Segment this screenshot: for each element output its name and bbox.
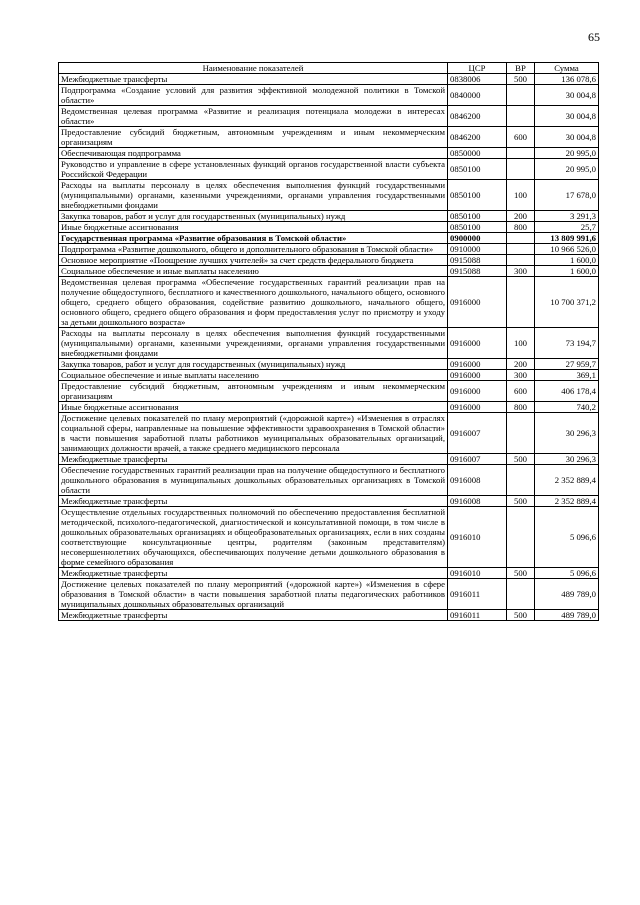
table-row — [59, 359, 599, 370]
row-name: Государственная программа «Развитие образования в Томской области» — [59, 233, 448, 244]
table-row — [59, 127, 599, 148]
row-sum: 10 966 526,0 — [535, 244, 599, 255]
table-row — [59, 85, 599, 106]
page-number: 65 — [588, 30, 600, 44]
row-sum: 489 789,0 — [535, 610, 599, 621]
row-name: Межбюджетные трансферты — [59, 454, 448, 465]
row-name: Обеспечивающая подпрограмма — [59, 148, 448, 159]
table-header — [59, 63, 599, 74]
row-vr — [507, 255, 535, 266]
row-vr — [507, 159, 535, 180]
row-vr — [507, 277, 535, 328]
row-sum: 5 096,6 — [535, 568, 599, 579]
table-row — [59, 159, 599, 180]
table-row — [59, 106, 599, 127]
header-row — [59, 63, 599, 74]
table-row — [59, 370, 599, 381]
row-vr — [507, 106, 535, 127]
table-row — [59, 381, 599, 402]
row-vr: 800 — [507, 402, 535, 413]
row-sum: 30 004,8 — [535, 106, 599, 127]
row-name: Межбюджетные трансферты — [59, 568, 448, 579]
table-row — [59, 74, 599, 85]
row-name: Подпрограмма «Развитие дошкольного, общего и дополнительного образования в Томской области» — [59, 244, 448, 255]
row-sum: 20 995,0 — [535, 148, 599, 159]
table-body — [59, 74, 599, 621]
row-sum: 30 004,8 — [535, 85, 599, 106]
table-row — [59, 266, 599, 277]
budget-table — [58, 62, 599, 621]
row-csr: 0850100 — [448, 180, 507, 211]
table-row — [59, 180, 599, 211]
row-csr: 0846200 — [448, 127, 507, 148]
row-csr: 0850100 — [448, 211, 507, 222]
row-sum: 2 352 889,4 — [535, 496, 599, 507]
row-csr: 0916010 — [448, 568, 507, 579]
row-csr: 0915088 — [448, 266, 507, 277]
row-csr: 0915088 — [448, 255, 507, 266]
table-row — [59, 211, 599, 222]
row-sum: 25,7 — [535, 222, 599, 233]
header-sum: Сумма — [535, 63, 599, 74]
row-vr — [507, 244, 535, 255]
table-row — [59, 579, 599, 610]
row-name: Ведомственная целевая программа «Развитие и реализация потенциала молодежи в интересах области» — [59, 106, 448, 127]
row-vr: 200 — [507, 359, 535, 370]
row-name: Расходы на выплаты персоналу в целях обеспечения выполнения функций государственными (муниципальными) органами, казенными учреждениями, органами управления государственными внебюджетными фондами — [59, 328, 448, 359]
table-row — [59, 148, 599, 159]
row-name: Иные бюджетные ассигнования — [59, 222, 448, 233]
row-csr: 0850100 — [448, 222, 507, 233]
row-csr: 0840000 — [448, 85, 507, 106]
table-row — [59, 222, 599, 233]
row-vr: 500 — [507, 610, 535, 621]
row-name: Достижение целевых показателей по плану мероприятий («дорожной карте») «Изменения в отраслях социальной сферы, направленные на повышение эффективности здравоохранения в Томской области» в части повышения заработной платы работников муниципальных образовательных организаций, занимающих должности врачей, а также среднего медицинского персонала — [59, 413, 448, 454]
row-vr: 100 — [507, 180, 535, 211]
row-name: Социальное обеспечение и иные выплаты населению — [59, 266, 448, 277]
row-name: Основное мероприятие «Поощрение лучших учителей» за счет средств федерального бюджета — [59, 255, 448, 266]
table-row — [59, 610, 599, 621]
row-csr: 0850000 — [448, 148, 507, 159]
table-row — [59, 328, 599, 359]
row-name: Осуществление отдельных государственных полномочий по обеспечению предоставления бесплатной методической, психолого-педагогической, диагностической и консультативной помощи, в том числе в дошкольных образовательных организациях и общеобразовательных организациях, если в них созданы соответствующие консультационные центры, родителям (законным представителям) несовершеннолетних обучающихся, обеспечивающих получение детьми дошкольного образования в форме семейного образования — [59, 507, 448, 568]
row-sum: 489 789,0 — [535, 579, 599, 610]
row-vr — [507, 579, 535, 610]
row-csr: 0916007 — [448, 413, 507, 454]
row-name: Межбюджетные трансферты — [59, 496, 448, 507]
row-csr: 0916011 — [448, 610, 507, 621]
row-vr — [507, 507, 535, 568]
row-sum: 136 078,6 — [535, 74, 599, 85]
row-csr: 0846200 — [448, 106, 507, 127]
row-name: Межбюджетные трансферты — [59, 610, 448, 621]
row-vr: 200 — [507, 211, 535, 222]
row-csr: 0838006 — [448, 74, 507, 85]
row-vr — [507, 413, 535, 454]
table-row — [59, 454, 599, 465]
header-csr: ЦСР — [448, 63, 507, 74]
row-sum: 10 700 371,2 — [535, 277, 599, 328]
row-sum: 13 809 991,6 — [535, 233, 599, 244]
row-name: Достижение целевых показателей по плану мероприятий («дорожной карте») «Изменения в сфере образования в Томской области» в части повышения заработной платы педагогических работников муниципальных дошкольных образовательных организаций — [59, 579, 448, 610]
table-row — [59, 277, 599, 328]
row-name: Закупка товаров, работ и услуг для государственных (муниципальных) нужд — [59, 211, 448, 222]
row-csr: 0916000 — [448, 277, 507, 328]
row-sum: 3 291,3 — [535, 211, 599, 222]
row-csr: 0916000 — [448, 328, 507, 359]
row-vr: 500 — [507, 454, 535, 465]
row-name: Ведомственная целевая программа «Обеспечение государственных гарантий реализации прав на получение общедоступного, бесплатного и качественного дошкольного, начального общего, основного общего, среднего общего образования, содействие развитию дошкольного, начального общего, основного общего, среднего общего образования и форм предоставления услуг по присмотру и уходу за детьми дошкольного возраста» — [59, 277, 448, 328]
row-name: Подпрограмма «Создание условий для развития эффективной молодежной политики в Томской области» — [59, 85, 448, 106]
table-row — [59, 496, 599, 507]
row-name: Обеспечение государственных гарантий реализации прав на получение общедоступного и бесплатного дошкольного образования в муниципальных дошкольных образовательных организациях в Томской области — [59, 465, 448, 496]
row-sum: 30 004,8 — [535, 127, 599, 148]
row-csr: 0910000 — [448, 244, 507, 255]
row-vr — [507, 85, 535, 106]
row-sum: 5 096,6 — [535, 507, 599, 568]
row-sum: 20 995,0 — [535, 159, 599, 180]
row-vr: 800 — [507, 222, 535, 233]
row-name: Руководство и управление в сфере установленных функций органов государственной власти субъекта Российской Федерации — [59, 159, 448, 180]
header-name: Наименование показателей — [59, 63, 448, 74]
table-row — [59, 413, 599, 454]
table-row — [59, 402, 599, 413]
row-csr: 0850100 — [448, 159, 507, 180]
table-row — [59, 568, 599, 579]
row-name: Иные бюджетные ассигнования — [59, 402, 448, 413]
row-name: Социальное обеспечение и иные выплаты населению — [59, 370, 448, 381]
row-sum: 2 352 889,4 — [535, 465, 599, 496]
row-vr: 500 — [507, 568, 535, 579]
row-csr: 0916011 — [448, 579, 507, 610]
row-vr — [507, 233, 535, 244]
row-vr: 300 — [507, 266, 535, 277]
row-vr: 600 — [507, 381, 535, 402]
row-sum: 30 296,3 — [535, 454, 599, 465]
row-sum: 73 194,7 — [535, 328, 599, 359]
table-row — [59, 233, 599, 244]
row-csr: 0916007 — [448, 454, 507, 465]
row-name: Закупка товаров, работ и услуг для государственных (муниципальных) нужд — [59, 359, 448, 370]
row-csr: 0916000 — [448, 381, 507, 402]
row-vr — [507, 465, 535, 496]
row-vr: 500 — [507, 74, 535, 85]
row-vr: 100 — [507, 328, 535, 359]
row-name: Предоставление субсидий бюджетным, автономным учреждениям и иным некоммерческим организациям — [59, 127, 448, 148]
table-row — [59, 255, 599, 266]
row-vr: 500 — [507, 496, 535, 507]
row-sum: 27 959,7 — [535, 359, 599, 370]
table-row — [59, 507, 599, 568]
row-sum: 1 600,0 — [535, 255, 599, 266]
row-csr: 0916000 — [448, 359, 507, 370]
table-row — [59, 465, 599, 496]
row-sum: 30 296,3 — [535, 413, 599, 454]
row-sum: 17 678,0 — [535, 180, 599, 211]
row-name: Предоставление субсидий бюджетным, автономным учреждениям и иным некоммерческим организациям — [59, 381, 448, 402]
row-csr: 0916010 — [448, 507, 507, 568]
row-name: Межбюджетные трансферты — [59, 74, 448, 85]
row-vr — [507, 148, 535, 159]
row-csr: 0900000 — [448, 233, 507, 244]
row-csr: 0916000 — [448, 370, 507, 381]
row-csr: 0916008 — [448, 465, 507, 496]
header-vr: ВР — [507, 63, 535, 74]
row-sum: 369,1 — [535, 370, 599, 381]
row-sum: 406 178,4 — [535, 381, 599, 402]
row-sum: 740,2 — [535, 402, 599, 413]
row-vr: 600 — [507, 127, 535, 148]
row-csr: 0916000 — [448, 402, 507, 413]
row-csr: 0916008 — [448, 496, 507, 507]
row-vr: 300 — [507, 370, 535, 381]
row-name: Расходы на выплаты персоналу в целях обеспечения выполнения функций государственными (муниципальными) органами, казенными учреждениями, органами управления государственными внебюджетными фондами — [59, 180, 448, 211]
table-row — [59, 244, 599, 255]
row-sum: 1 600,0 — [535, 266, 599, 277]
